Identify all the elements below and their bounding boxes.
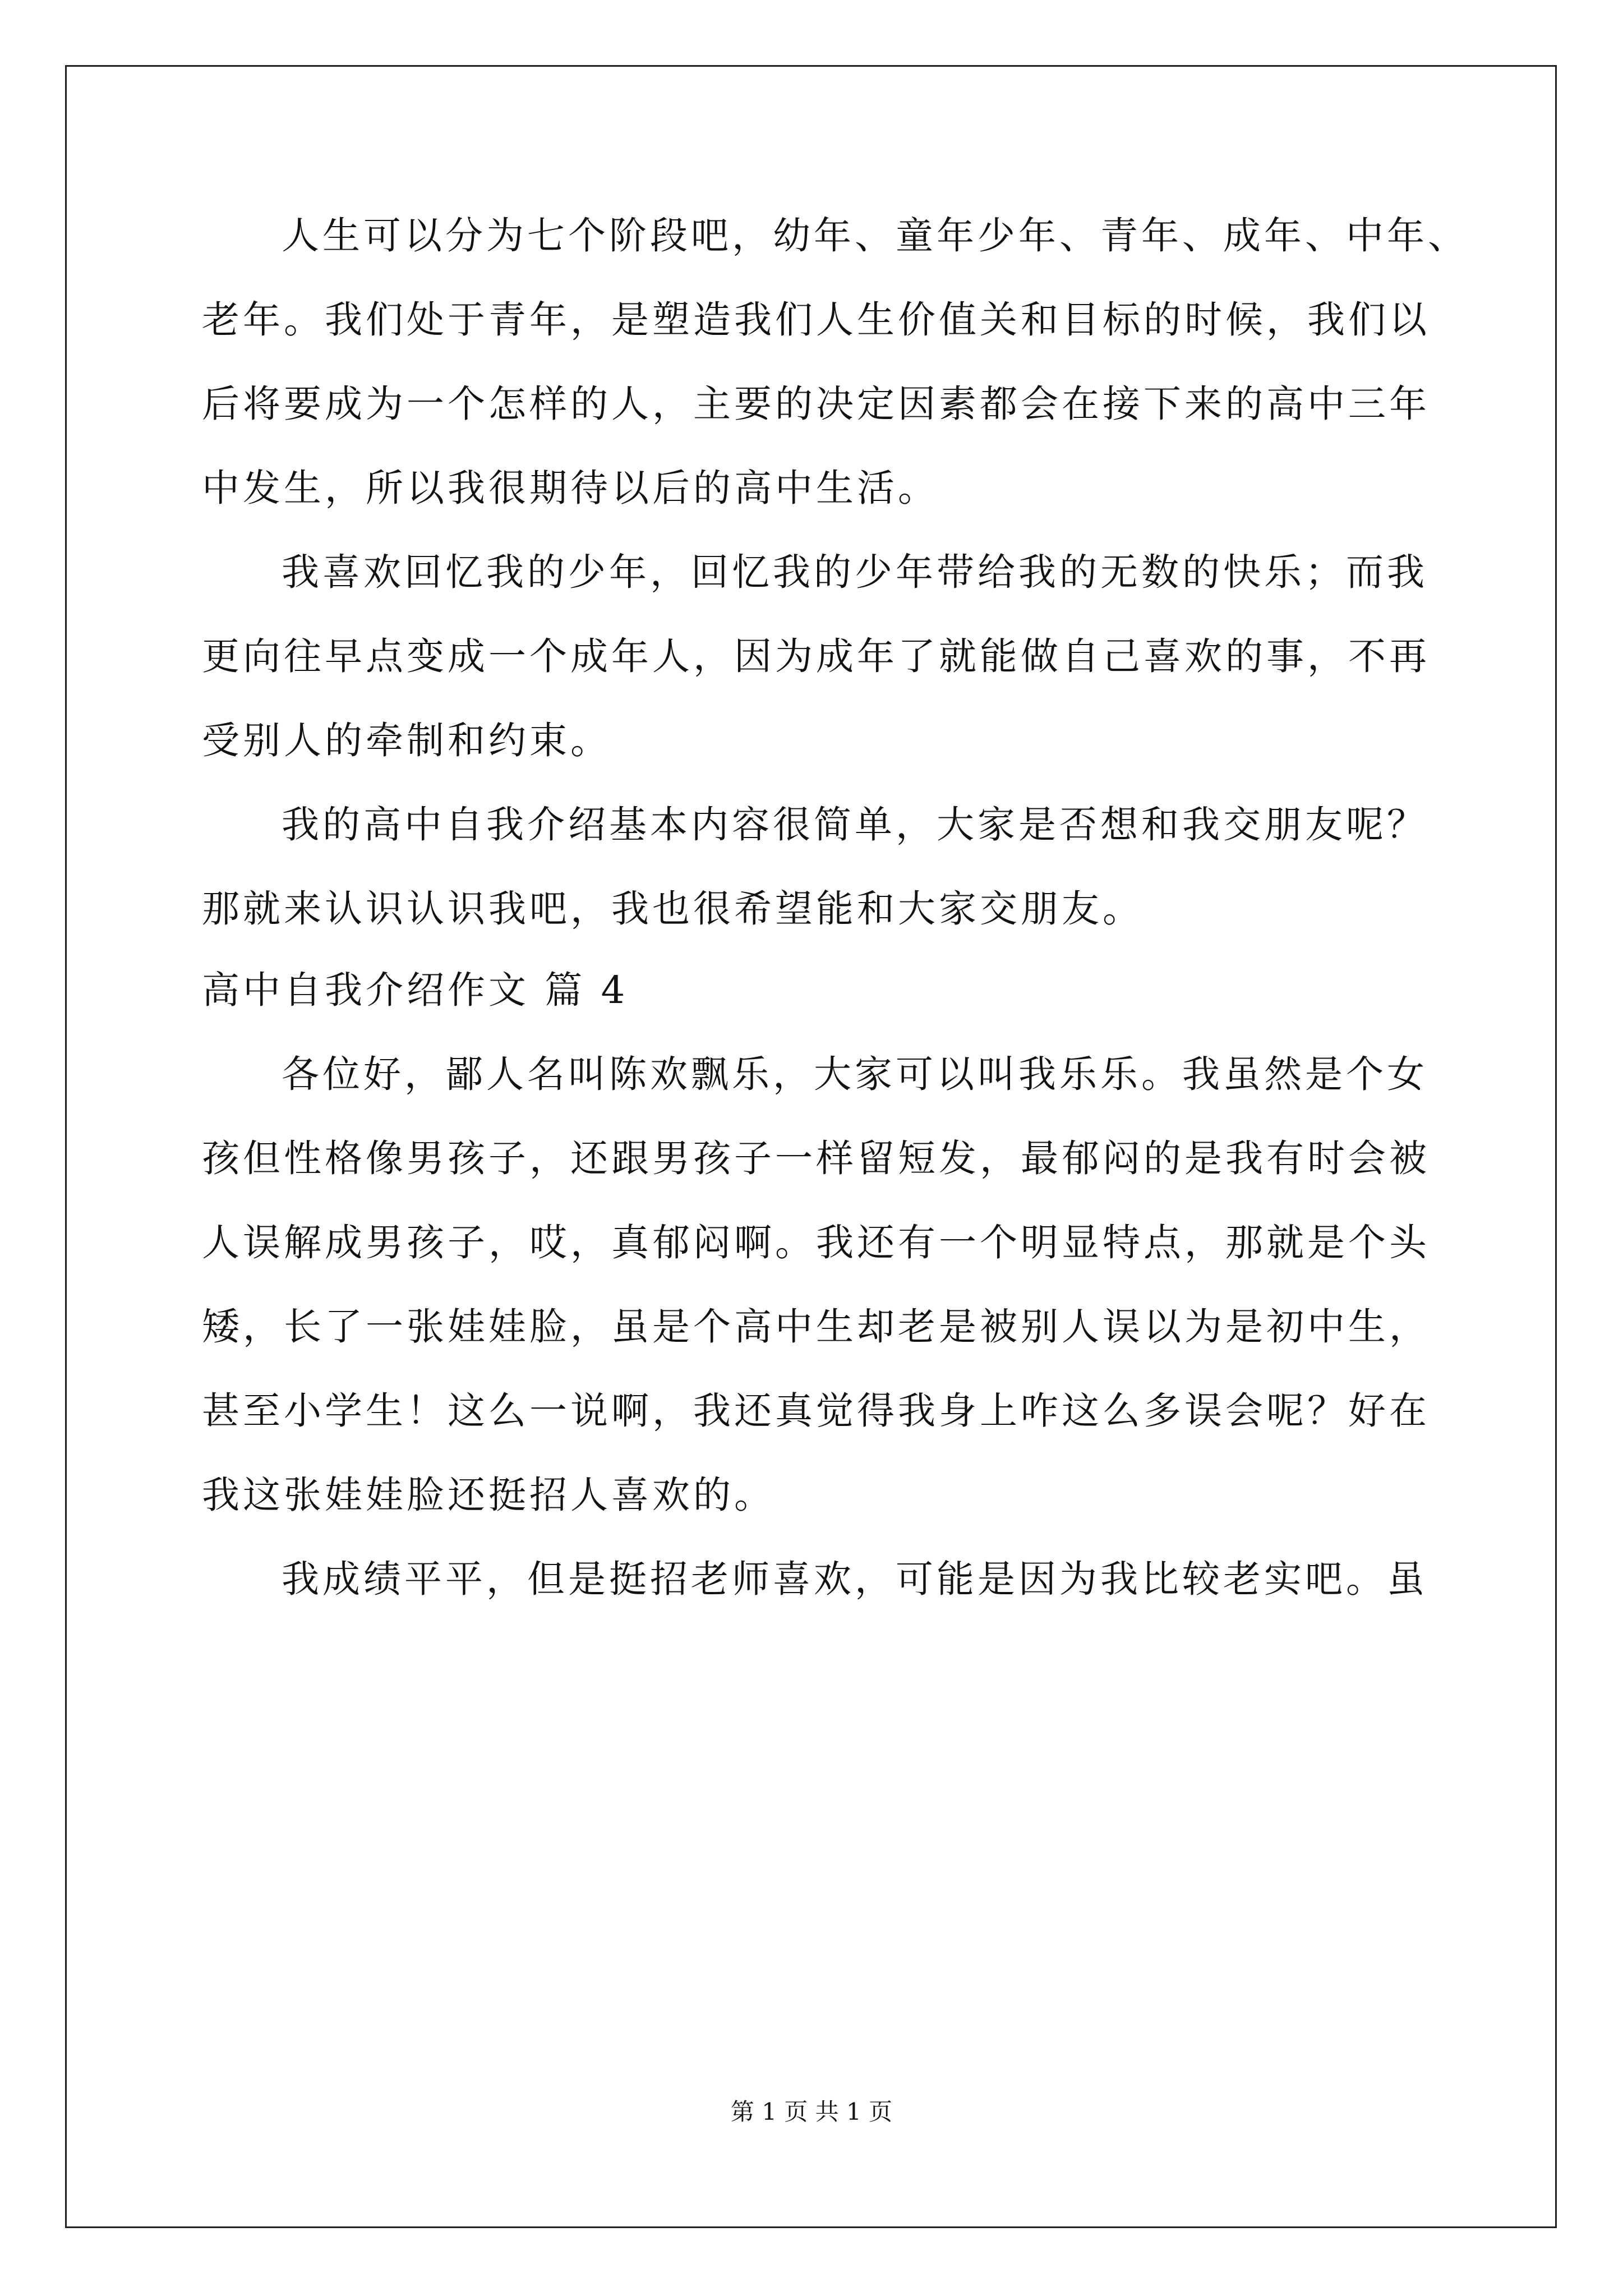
paragraph-line: 中发生，所以我很期待以后的高中生活。 (202, 466, 939, 510)
paragraph-line: 我这张娃娃脸还挺招人喜欢的。 (202, 1473, 775, 1517)
paragraph-line: 人误解成男孩子，哎，真郁闷啊。我还有一个明显特点，那就是个头 (202, 1221, 1430, 1264)
paragraph-line: 更向往早点变成一个成年人，因为成年了就能做自己喜欢的事，不再 (202, 634, 1430, 678)
page-footer (0, 2098, 1623, 2126)
paragraph-line: 我喜欢回忆我的少年，回忆我的少年带给我的无数的快乐；而我 (282, 550, 1428, 594)
paragraph-line: 甚至小学生！这么一说啊，我还真觉得我身上咋这么多误会呢？好在 (202, 1389, 1430, 1433)
paragraph-line: 各位好，鄙人名叫陈欢飘乐，大家可以叫我乐乐。我虽然是个女 (282, 1052, 1428, 1096)
section-heading: 高中自我介绍作文 篇 4 (202, 968, 629, 1012)
paragraph-line: 矮，长了一张娃娃脸，虽是个高中生却老是被别人误以为是初中生， (202, 1305, 1430, 1349)
page-indicator: 第 1 页 共 1 页 (730, 2098, 893, 2125)
paragraph-line: 我成绩平平，但是挺招老师喜欢，可能是因为我比较老实吧。虽 (282, 1557, 1428, 1601)
paragraph-line: 那就来认识认识我吧，我也很希望能和大家交朋友。 (202, 887, 1144, 931)
paragraph-line: 后将要成为一个怎样的人，主要的决定因素都会在接下来的高中三年 (202, 382, 1430, 426)
paragraph-line: 老年。我们处于青年，是塑造我们人生价值关和目标的时候，我们以 (202, 298, 1430, 342)
paragraph-line: 人生可以分为七个阶段吧，幼年、童年少年、青年、成年、中年、 (282, 214, 1469, 257)
paragraph-line: 受别人的牵制和约束。 (202, 719, 611, 762)
paragraph-line: 孩但性格像男孩子，还跟男孩子一样留短发，最郁闷的是我有时会被 (202, 1137, 1430, 1180)
paragraph-line: 我的高中自我介绍基本内容很简单，大家是否想和我交朋友呢？ (282, 803, 1428, 846)
